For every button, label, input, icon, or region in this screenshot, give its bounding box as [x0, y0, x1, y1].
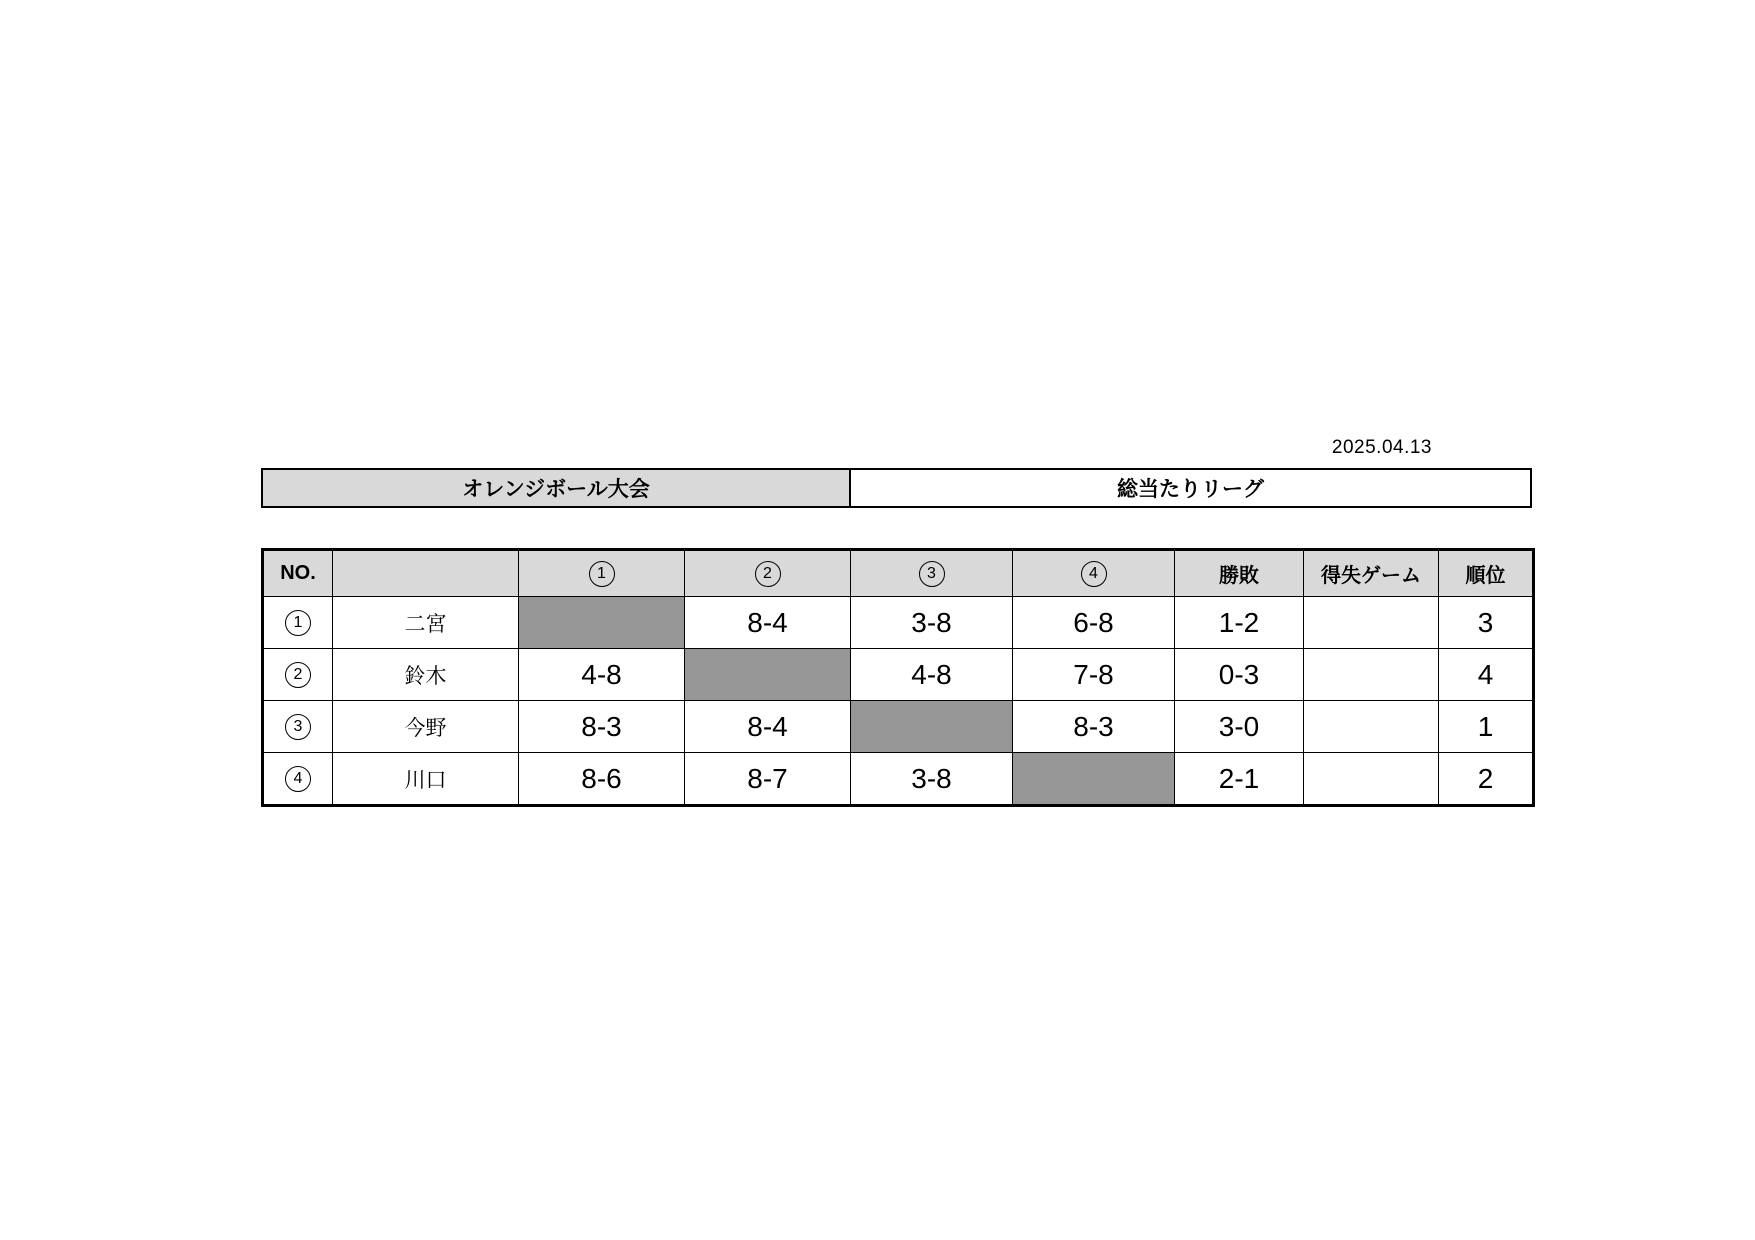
col-header-name	[333, 550, 519, 597]
col-header-player4	[1013, 550, 1175, 597]
col-header-player3	[851, 550, 1013, 597]
document-date: 2025.04.13	[1331, 437, 1432, 458]
score-cell: 8-4	[685, 701, 851, 753]
record-cell: 0-3	[1175, 649, 1304, 701]
game-diff-cell	[1304, 753, 1439, 806]
self-match-cell	[685, 649, 851, 701]
circled-number-icon: 4	[1081, 561, 1107, 587]
game-diff-cell	[1304, 701, 1439, 753]
circled-number-icon: 3	[919, 561, 945, 587]
circled-number-icon: 2	[285, 662, 311, 688]
col-header-rank: 順位	[1439, 550, 1534, 597]
title-bar	[261, 468, 1532, 508]
col-header-record: 勝敗	[1175, 550, 1304, 597]
player-row	[263, 597, 1534, 649]
league-type-title: 総当たりリーグ	[851, 470, 1530, 506]
player-no	[263, 701, 333, 753]
score-cell: 3-8	[851, 753, 1013, 806]
col-header-player1	[519, 550, 685, 597]
record-cell: 2-1	[1175, 753, 1304, 806]
score-cell: 8-3	[519, 701, 685, 753]
player-name: 今野	[333, 701, 519, 753]
score-cell: 4-8	[851, 649, 1013, 701]
record-cell: 3-0	[1175, 701, 1304, 753]
player-row	[263, 649, 1534, 701]
circled-number-icon: 1	[285, 610, 311, 636]
score-cell: 3-8	[851, 597, 1013, 649]
score-cell: 7-8	[1013, 649, 1175, 701]
rank-cell: 2	[1439, 753, 1534, 806]
player-row	[263, 701, 1534, 753]
game-diff-cell	[1304, 649, 1439, 701]
circled-number-icon: 1	[589, 561, 615, 587]
col-header-player2	[685, 550, 851, 597]
record-cell: 1-2	[1175, 597, 1304, 649]
self-match-cell	[519, 597, 685, 649]
tournament-title: オレンジボール大会	[263, 470, 851, 506]
player-no	[263, 597, 333, 649]
circled-number-icon: 2	[755, 561, 781, 587]
circled-number-icon: 4	[285, 766, 311, 792]
score-cell: 6-8	[1013, 597, 1175, 649]
rank-cell: 1	[1439, 701, 1534, 753]
league-results-table	[261, 548, 1535, 807]
player-name: 二宮	[333, 597, 519, 649]
circled-number-icon: 3	[285, 714, 311, 740]
self-match-cell	[1013, 753, 1175, 806]
score-cell: 8-4	[685, 597, 851, 649]
col-header-no: NO.	[263, 550, 333, 597]
player-no	[263, 649, 333, 701]
score-cell: 8-7	[685, 753, 851, 806]
rank-cell: 4	[1439, 649, 1534, 701]
self-match-cell	[851, 701, 1013, 753]
game-diff-cell	[1304, 597, 1439, 649]
player-name: 川口	[333, 753, 519, 806]
player-no	[263, 753, 333, 806]
player-row	[263, 753, 1534, 806]
player-name: 鈴木	[333, 649, 519, 701]
score-cell: 8-6	[519, 753, 685, 806]
score-cell: 8-3	[1013, 701, 1175, 753]
rank-cell: 3	[1439, 597, 1534, 649]
col-header-game-diff: 得失ゲーム	[1304, 550, 1439, 597]
header-row	[263, 550, 1534, 597]
score-cell: 4-8	[519, 649, 685, 701]
